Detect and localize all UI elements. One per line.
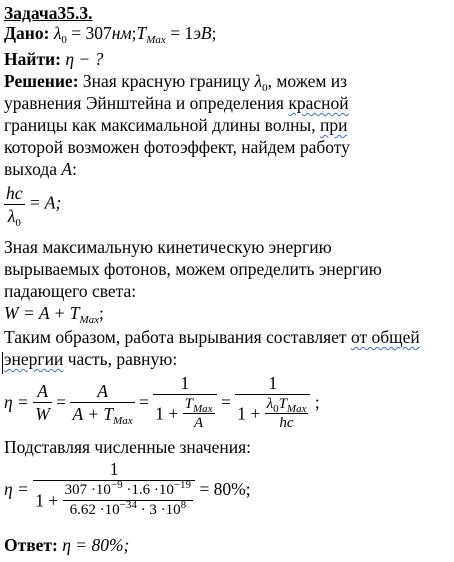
answer-line: Ответ: η = 80%; (4, 535, 130, 555)
paragraph-2-line-3: падающего света: (4, 281, 137, 301)
given-line: Дано: $\lambda_0$ = $307нм;T_{Max} = 1эВ$; (4, 23, 217, 46)
problem-title: Задача35.3. (4, 3, 93, 23)
text-cursor (2, 352, 3, 374)
solution-line-3: границы как максимальной длины волны, при (4, 115, 348, 135)
paragraph-2-line-2: вырываемых фотонов, можем определить энергию (4, 259, 382, 279)
equation-energy: $W = A + T_{Max}$; (4, 303, 104, 326)
paragraph-3-line-1: Таким образом, работа вырывания составляет от общей (4, 327, 420, 347)
equation-fraction-eta: η = $\frac{A}{W}$ = $\frac{A}{A + T_{Max}}$ = 1 1 + $\frac{T_{Max}}{A}$ = 1 1 + $\frac{\lambda_0T_{Max}}{hc}$ ; (4, 373, 320, 431)
paragraph-4: Подставляя численные значения: (4, 437, 252, 457)
solution-line-1: Решение: Зная красную границу $\lambda_0$, можем из (4, 71, 348, 94)
paragraph-2-line-1: Зная максимальную кинетическую энергию (4, 237, 332, 257)
equation-numeric: η = 1 1 + $\frac{307 \cdot 10^{-9} \cdot 1.6 \cdot 10^{-19}}{6.62 \cdot 10^{-34} \cdot 3 \cdot 10^8}$ = 80%; (4, 459, 251, 518)
solution-line-5: выхода A: (4, 159, 77, 179)
find-line: Найти: η − ? (4, 49, 104, 69)
equation-work-function: $\frac{hc}{\lambda_0}$ = A; (6, 183, 62, 229)
solution-line-2: уравнения Эйнштейна и определения красной (4, 93, 349, 113)
solution-line-4: которой возможен фотоэффект, найдем работу (4, 137, 350, 157)
paragraph-3-line-2: энергии часть, равную: (4, 349, 178, 369)
